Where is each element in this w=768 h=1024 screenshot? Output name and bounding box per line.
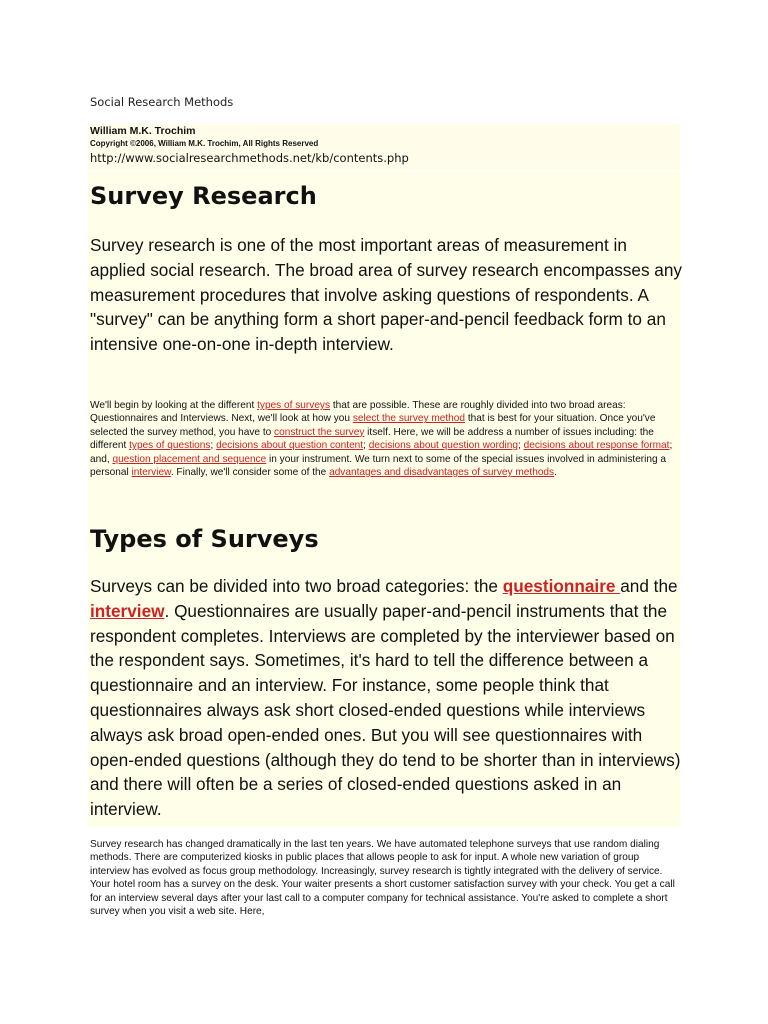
intro-text: in your instrument. We turn next to some of the special issues involved in administering a personal — [90, 453, 667, 479]
intro-text: itself. Here, we will be address a number of issues including: the different — [90, 426, 654, 452]
intro-text: ; — [517, 440, 524, 452]
link-response-format[interactable]: decisions about response format — [523, 440, 670, 452]
link-interview[interactable]: interview — [131, 467, 171, 479]
intro-text: We'll begin by looking at the different — [90, 400, 258, 411]
intro-text: that are possible. These are roughly divided into two broad areas: Questionnaires and Interviews. Next, we'll look at how you — [90, 400, 626, 425]
lead-text: . Questionnaires are usually paper-and-pencil instruments that the respondent completes. Interviews are completed by the interviewer based on the respondent says. Sometimes, it's hard to tell the difference between a questionnaire and an interview. For instance, some people think that questionnaires always ask short closed-ended questions while interviews always ask broad open-ended ones. But you will see questionnaires with open-ended questions (although they do tend to be shorter than in interviews) and there will often be a series of closed-ended questions asked in an interview. — [90, 600, 681, 820]
heading-survey-research: Survey Research — [90, 182, 317, 210]
author-name: William M.K. Trochim — [90, 125, 196, 137]
intro-text: ; — [210, 440, 217, 452]
survey-research-lead: Survey research is one of the most important areas of measurement in applied social research. The broad area of survey research encompasses any measurement procedures that involve asking questions of respondents. A "survey" can be anything form a short paper-and-pencil feedback form to an intensive one-on-one in-depth interview. — [90, 235, 683, 355]
types-of-surveys-lead — [90, 574, 685, 822]
link-question-wording[interactable]: decisions about question wording — [368, 440, 518, 452]
link-types-of-questions[interactable]: types of questions — [129, 440, 211, 452]
survey-research-intro — [90, 399, 680, 479]
intro-text: . — [554, 467, 557, 479]
link-question-placement[interactable]: question placement and sequence — [112, 453, 267, 465]
link-advantages-disadvantages[interactable]: advantages and disadvantages of survey methods — [329, 467, 555, 479]
lead-text: Surveys can be divided into two broad categories: the — [90, 576, 503, 596]
link-select-survey-method[interactable]: select the survey method — [352, 413, 466, 425]
link-question-content[interactable]: decisions about question content — [216, 440, 364, 452]
link-construct-survey[interactable]: construct the survey — [274, 426, 365, 438]
types-of-surveys-body: Survey research has changed dramatically in the last ten years. We have automated telephone surveys that use random dialing methods. There are computerized kiosks in public places that allows people to ask for input. A whole new variation of group interview has evolved as focus group methodology. Increasingly, survey research is tightly integrated with the delivery of service. Your hotel room has a survey on the desk. Your waiter presents a short customer satisfaction survey with your check. You get a call for an interview several days after your last call to a computer company for technical assistance. You're asked to complete a short survey when you visit a web site. Here, — [90, 839, 675, 918]
intro-text: ; and, — [90, 440, 673, 465]
link-questionnaire[interactable]: questionnaire — [502, 576, 621, 596]
source-url[interactable]: http://www.socialresearchmethods.net/kb/contents.php — [90, 151, 409, 165]
intro-text: that is best for your situation. Once you've selected the survey method, you have to — [90, 413, 656, 438]
copyright-notice: Copyright ©2006, William M.K. Trochim, All Rights Reserved — [90, 139, 319, 148]
link-types-of-surveys[interactable]: types of surveys — [257, 400, 331, 411]
intro-text: . Finally, we'll consider some of the — [170, 467, 330, 479]
link-interview-bold[interactable]: interview — [90, 600, 165, 621]
heading-types-of-surveys: Types of Surveys — [90, 525, 319, 553]
lead-text: and the — [620, 576, 678, 596]
series-title: Social Research Methods — [90, 95, 234, 109]
intro-text: ; — [363, 440, 369, 452]
